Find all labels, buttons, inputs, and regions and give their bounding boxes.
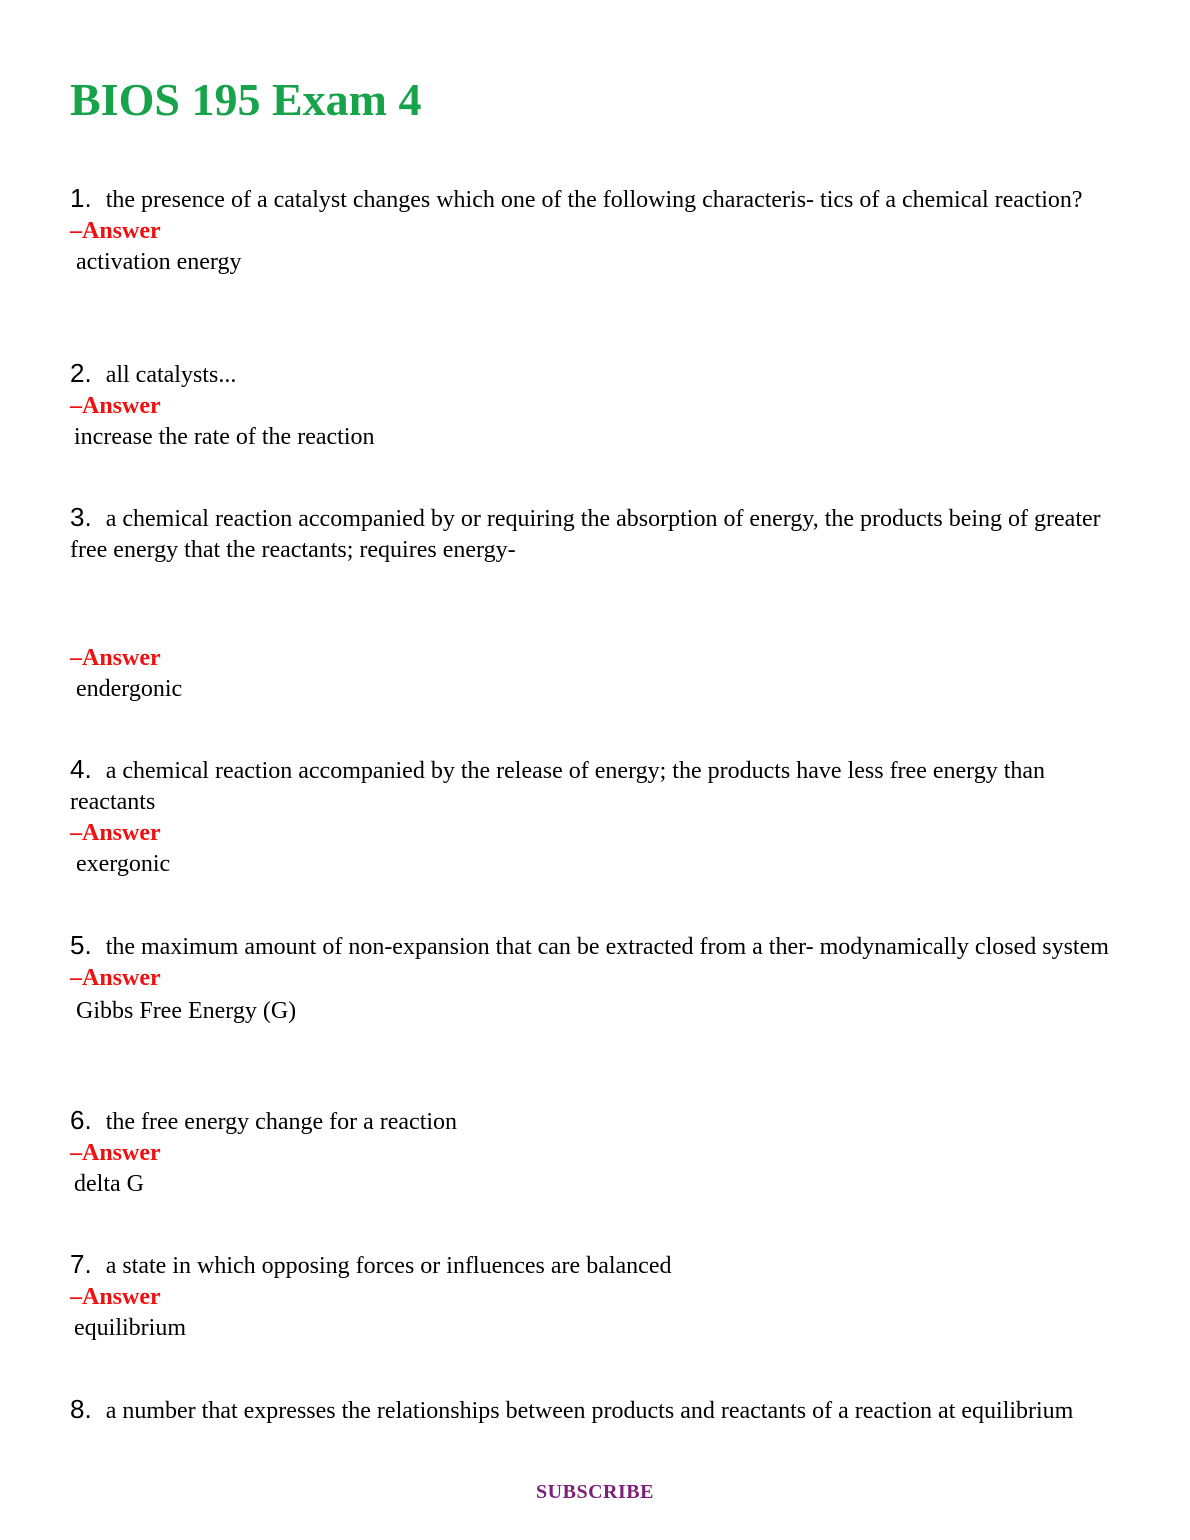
qa-item [70,754,1130,880]
question-text: the presence of a catalyst changes which one of the following characteris- tics of a chemical reaction? [105,187,1083,213]
answer-text: equilibrium [74,1315,186,1341]
answer-text: activation energy [76,249,242,275]
answer-label: –Answer [70,393,161,419]
question-number: 3. [70,502,92,532]
answer-text: endergonic [76,676,183,702]
question [70,1394,1130,1427]
answer-text: delta G [74,1171,144,1197]
question-number: 5. [70,930,92,960]
answer-label: –Answer [70,218,161,244]
qa-item [70,930,1130,1027]
page-title: BIOS 195 Exam 4 [70,74,422,125]
question [70,930,1130,963]
question-text: a chemical reaction accompanied by or requiring the absorption of energy, the products being of greater free energy that the reactants; requires energy- [70,506,1101,563]
question-text: a chemical reaction accompanied by the release of energy; the products have less free energy than reactants [70,758,1046,815]
answer-label: –Answer [70,1284,161,1310]
question-text: a number that expresses the relationships between products and reactants of a reaction at equilibrium [105,1398,1074,1424]
answer-text: exergonic [76,851,171,877]
question [70,1249,1130,1282]
qa-item [70,1105,1130,1200]
question-number: 6. [70,1105,92,1135]
question [70,754,1130,818]
qa-item [70,502,1130,705]
question-number: 8. [70,1394,92,1424]
qa-item [70,1249,1130,1344]
question-number: 4. [70,754,92,784]
question [70,183,1130,216]
answer-text: Gibbs Free Energy (G) [76,998,297,1024]
question-number: 7. [70,1249,92,1279]
answer-label: –Answer [70,965,161,991]
question [70,502,1130,566]
answer-label: –Answer [70,820,161,846]
question-number: 1. [70,183,92,213]
question [70,1105,1130,1138]
question-text: the free energy change for a reaction [105,1109,458,1135]
qa-item [70,1394,1130,1427]
answer-label: –Answer [70,645,161,671]
question-text: a state in which opposing forces or influences are balanced [105,1253,672,1279]
answer-label: –Answer [70,1140,161,1166]
qa-item [70,358,1130,453]
subscribe-link[interactable]: SUBSCRIBE [536,1481,654,1503]
question-text: the maximum amount of non-expansion that can be extracted from a ther- modynamically closed system [105,934,1109,960]
qa-item [70,183,1130,278]
answer-text: increase the rate of the reaction [74,424,375,450]
question [70,358,1130,391]
question-text: all catalysts... [105,362,237,388]
question-number: 2. [70,358,92,388]
